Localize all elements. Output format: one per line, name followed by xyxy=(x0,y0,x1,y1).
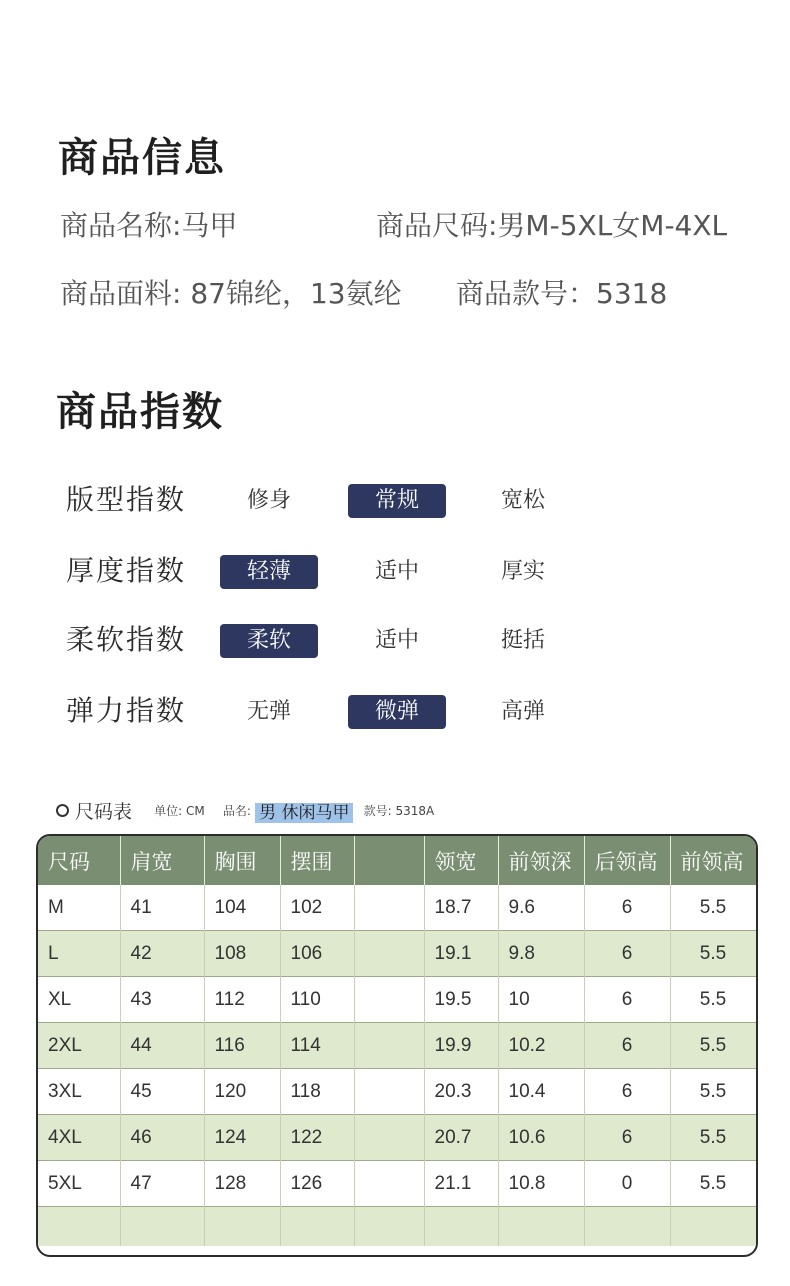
table-row xyxy=(38,1161,756,1207)
size-chart-title: 尺码表 xyxy=(75,801,133,823)
table-cell: 102 xyxy=(280,885,354,931)
index-row xyxy=(0,480,790,520)
table-cell xyxy=(354,977,424,1023)
table-cell: 6 xyxy=(584,1115,670,1161)
index-label: 柔软指数 xyxy=(66,623,187,656)
table-cell: 6 xyxy=(584,1069,670,1115)
table-row xyxy=(38,931,756,977)
table-cell: 5.5 xyxy=(670,931,756,977)
table-cell: L xyxy=(38,931,120,977)
index-row xyxy=(0,691,790,731)
table-header-row xyxy=(38,836,756,885)
index-option: 高弹 xyxy=(500,699,545,724)
index-row xyxy=(0,620,790,660)
table-cell: 5.5 xyxy=(670,977,756,1023)
table-header-cell: 后领高 xyxy=(584,836,670,885)
table-cell: 10.4 xyxy=(498,1069,584,1115)
table-cell: 19.9 xyxy=(424,1023,498,1069)
table-cell: 42 xyxy=(120,931,204,977)
product-info-title: 商品信息 xyxy=(58,135,226,181)
index-option: 宽松 xyxy=(500,488,545,513)
table-cell: 5.5 xyxy=(670,885,756,931)
table-cell: 6 xyxy=(584,977,670,1023)
index-option: 适中 xyxy=(374,628,419,653)
table-cell: 120 xyxy=(204,1069,280,1115)
table-cell xyxy=(354,1023,424,1069)
table-cell: 108 xyxy=(204,931,280,977)
table-cell xyxy=(354,1069,424,1115)
index-option-selected: 微弹 xyxy=(348,695,446,729)
index-option: 修身 xyxy=(246,488,291,513)
table-cell: 118 xyxy=(280,1069,354,1115)
table-cell xyxy=(354,931,424,977)
table-cell: 116 xyxy=(204,1023,280,1069)
table-cell xyxy=(354,885,424,931)
product-index-title: 商品指数 xyxy=(56,389,224,435)
table-cell: 45 xyxy=(120,1069,204,1115)
table-cell xyxy=(670,1207,756,1247)
index-option-selected: 轻薄 xyxy=(220,555,318,589)
table-cell: 47 xyxy=(120,1161,204,1207)
table-cell: 9.8 xyxy=(498,931,584,977)
table-cell xyxy=(354,1207,424,1247)
table-row xyxy=(38,1069,756,1115)
table-cell: 9.6 xyxy=(498,885,584,931)
table-cell: 5.5 xyxy=(670,1023,756,1069)
table-header-cell: 胸围 xyxy=(204,836,280,885)
table-cell: 10.6 xyxy=(498,1115,584,1161)
table-header-cell: 前领深 xyxy=(498,836,584,885)
table-cell xyxy=(584,1207,670,1247)
product-style-text: 商品款号：5318 xyxy=(456,277,668,310)
table-cell: 0 xyxy=(584,1161,670,1207)
index-option-selected: 柔软 xyxy=(220,624,318,658)
index-label: 厚度指数 xyxy=(66,554,187,587)
table-cell: 126 xyxy=(280,1161,354,1207)
table-cell: 124 xyxy=(204,1115,280,1161)
table-cell: 19.1 xyxy=(424,931,498,977)
table-cell: 5.5 xyxy=(670,1161,756,1207)
index-label: 弹力指数 xyxy=(66,694,187,727)
table-cell xyxy=(354,1115,424,1161)
table-cell xyxy=(120,1207,204,1247)
table-cell xyxy=(424,1207,498,1247)
table-cell: 112 xyxy=(204,977,280,1023)
table-cell: 2XL xyxy=(38,1023,120,1069)
table-cell: 128 xyxy=(204,1161,280,1207)
table-cell xyxy=(280,1207,354,1247)
table-header-cell: 尺码 xyxy=(38,836,120,885)
product-name-highlight: 男 休闲马甲 xyxy=(255,803,353,823)
table-cell xyxy=(498,1207,584,1247)
table-row xyxy=(38,1115,756,1161)
table-cell: 20.3 xyxy=(424,1069,498,1115)
table-cell: 18.7 xyxy=(424,885,498,931)
index-label: 版型指数 xyxy=(66,483,187,516)
table-header-cell: 前领高 xyxy=(670,836,756,885)
product-fabric-text: 商品面料: 87锦纶，13氨纶 xyxy=(60,277,402,310)
table-header-cell: 摆围 xyxy=(280,836,354,885)
table-cell: 106 xyxy=(280,931,354,977)
table-cell: 5XL xyxy=(38,1161,120,1207)
table-cell: 10 xyxy=(498,977,584,1023)
index-option: 无弹 xyxy=(246,699,291,724)
table-cell: 6 xyxy=(584,931,670,977)
size-table xyxy=(36,834,758,1257)
table-cell: 5.5 xyxy=(670,1115,756,1161)
table-header-cell: 领宽 xyxy=(424,836,498,885)
table-cell: 3XL xyxy=(38,1069,120,1115)
table-cell: M xyxy=(38,885,120,931)
circle-icon xyxy=(56,804,69,817)
table-cell: 122 xyxy=(280,1115,354,1161)
table-cell: 43 xyxy=(120,977,204,1023)
table-row xyxy=(38,1023,756,1069)
table-cell: 20.7 xyxy=(424,1115,498,1161)
table-cell: 104 xyxy=(204,885,280,931)
unit-label: 单位: CM xyxy=(154,804,205,818)
product-sizes-text: 商品尺码:男M-5XL女M-4XL xyxy=(376,209,728,242)
index-option: 挺括 xyxy=(500,628,545,653)
table-cell: 44 xyxy=(120,1023,204,1069)
table-cell: 10.2 xyxy=(498,1023,584,1069)
index-option: 厚实 xyxy=(500,559,545,584)
table-row xyxy=(38,977,756,1023)
table-cell: 10.8 xyxy=(498,1161,584,1207)
table-row xyxy=(38,885,756,931)
table-cell: 114 xyxy=(280,1023,354,1069)
index-option: 适中 xyxy=(374,559,419,584)
table-cell: XL xyxy=(38,977,120,1023)
product-name-label: 品名: xyxy=(222,804,251,818)
table-cell xyxy=(354,1161,424,1207)
index-row xyxy=(0,551,790,591)
size-chart-header xyxy=(56,797,756,823)
table-cell: 110 xyxy=(280,977,354,1023)
table-footer-row xyxy=(38,1207,756,1247)
table-cell: 19.5 xyxy=(424,977,498,1023)
style-number-label: 款号: 5318A xyxy=(363,804,435,818)
table-cell xyxy=(204,1207,280,1247)
table-cell: 41 xyxy=(120,885,204,931)
table-cell: 4XL xyxy=(38,1115,120,1161)
table-cell: 6 xyxy=(584,1023,670,1069)
table-cell xyxy=(38,1207,120,1247)
table-cell: 6 xyxy=(584,885,670,931)
table-header-cell: 肩宽 xyxy=(120,836,204,885)
index-option-selected: 常规 xyxy=(348,484,446,518)
product-name-text: 商品名称:马甲 xyxy=(60,209,238,242)
table-header-cell xyxy=(354,836,424,885)
table-cell: 21.1 xyxy=(424,1161,498,1207)
table-cell: 46 xyxy=(120,1115,204,1161)
table-cell: 5.5 xyxy=(670,1069,756,1115)
